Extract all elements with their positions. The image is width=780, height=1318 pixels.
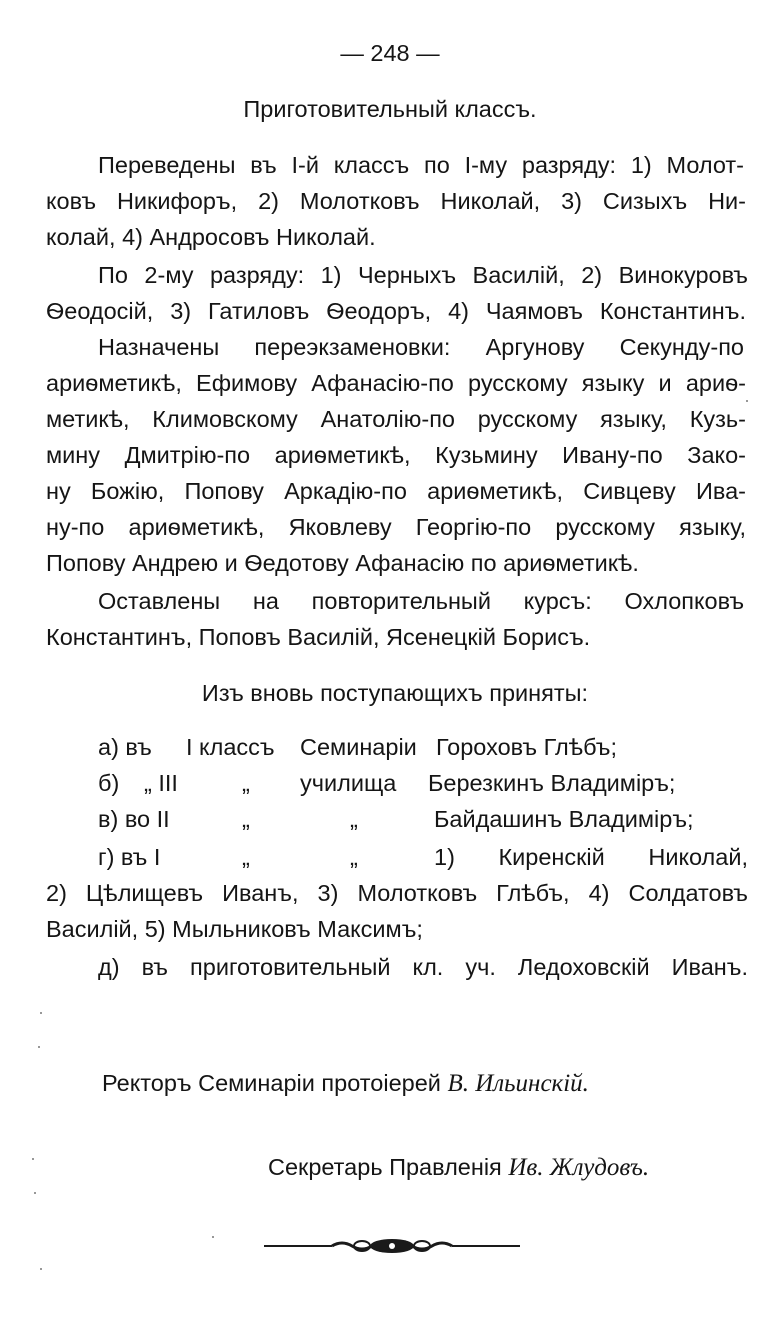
admission-b-letter: б) xyxy=(98,770,120,796)
paragraph-line: Оставлены на повторительный курсъ: Охлопковъ xyxy=(98,588,744,614)
admission-b-ditto: „ xyxy=(242,770,250,796)
paragraph-line: Переведены въ І-й классъ по І-му разряду: 1) Молот- xyxy=(98,152,744,178)
admission-b-name: Березкинъ Владиміръ; xyxy=(428,770,676,796)
paragraph-line: Ѳеодосій, 3) Гатиловъ Ѳеодоръ, 4) Чаямовъ Константинъ. xyxy=(46,298,746,324)
rector-name: В. Ильинскій. xyxy=(447,1070,589,1097)
paragraph-line: По 2-му разряду: 1) Черныхъ Василій, 2) Винокуровъ xyxy=(98,262,748,288)
admission-b-class: „ III xyxy=(144,770,178,796)
paragraph-line: ну-по ариѳметикѣ, Яковлеву Георгію-по русскому языку, xyxy=(46,514,746,540)
admission-a-school: Семинаріи xyxy=(300,734,417,760)
section-title: Приготовительный классъ. xyxy=(243,96,537,122)
paragraph-line: ковъ Никифоръ, 2) Молотковъ Николай, 3) Сизыхъ Ни- xyxy=(46,188,746,214)
paragraph-line: колай, 4) Андросовъ Николай. xyxy=(46,224,376,250)
admission-v-ditto: „ xyxy=(242,806,250,832)
admission-a-class: I классъ xyxy=(186,734,275,760)
rector-signature xyxy=(102,1066,589,1101)
paragraph-line: ариѳметикѣ, Ефимову Афанасію-по русскому языку и ариѳ- xyxy=(46,370,746,396)
admission-v-letter: в) во II xyxy=(98,806,170,832)
admission-b-school: училища xyxy=(300,770,397,796)
paragraph-line: мину Дмитрію-по ариѳметикѣ, Кузьмину Ивану-по Зако- xyxy=(46,442,746,468)
page-number: — 248 — xyxy=(340,40,440,66)
secretary-label: Секретарь Правленія xyxy=(268,1154,502,1180)
admission-g-ditto: „ xyxy=(242,844,250,870)
admission-g-line3: Василій, 5) Мыльниковъ Максимъ; xyxy=(46,916,423,942)
admission-d: д) въ приготовительный кл. уч. Ледоховскій Иванъ. xyxy=(98,954,748,980)
paragraph-line: метикѣ, Климовскому Анатолію-по русскому языку, Кузь- xyxy=(46,406,746,432)
secretary-signature xyxy=(268,1150,649,1185)
admission-a-letter: а) въ xyxy=(98,734,152,760)
paragraph-line: Назначены переэкзаменовки: Аргунову Секунду-по xyxy=(98,334,744,360)
paragraph-line: Попову Андрею и Ѳедотову Афанасію по ариѳметикѣ. xyxy=(46,550,639,576)
paragraph-line: ну Божію, Попову Аркадію-по ариѳметикѣ, Сивцеву Ива- xyxy=(46,478,746,504)
admission-g-letter: г) въ I xyxy=(98,844,161,870)
rector-label: Ректоръ Семинаріи протоіерей xyxy=(102,1070,441,1096)
secretary-name: Ив. Жлудовъ. xyxy=(508,1154,650,1181)
admitted-heading: Изъ вновь поступающихъ приняты: xyxy=(201,680,589,706)
admission-g-ditto: „ xyxy=(350,844,358,870)
paragraph-line: Константинъ, Поповъ Василій, Ясенецкій Борисъ. xyxy=(46,624,591,650)
admission-g-first: 1) Киренскій Николай, xyxy=(434,844,748,870)
admission-v-ditto: „ xyxy=(350,806,358,832)
flourish-ornament-icon xyxy=(262,1232,522,1260)
admission-v-name: Байдашинъ Владиміръ; xyxy=(434,806,694,832)
admission-g-line2: 2) Цѣлищевъ Иванъ, 3) Молотковъ Глѣбъ, 4) Солдатовъ xyxy=(46,880,748,906)
admission-a-name: Гороховъ Глѣбъ; xyxy=(436,734,617,760)
